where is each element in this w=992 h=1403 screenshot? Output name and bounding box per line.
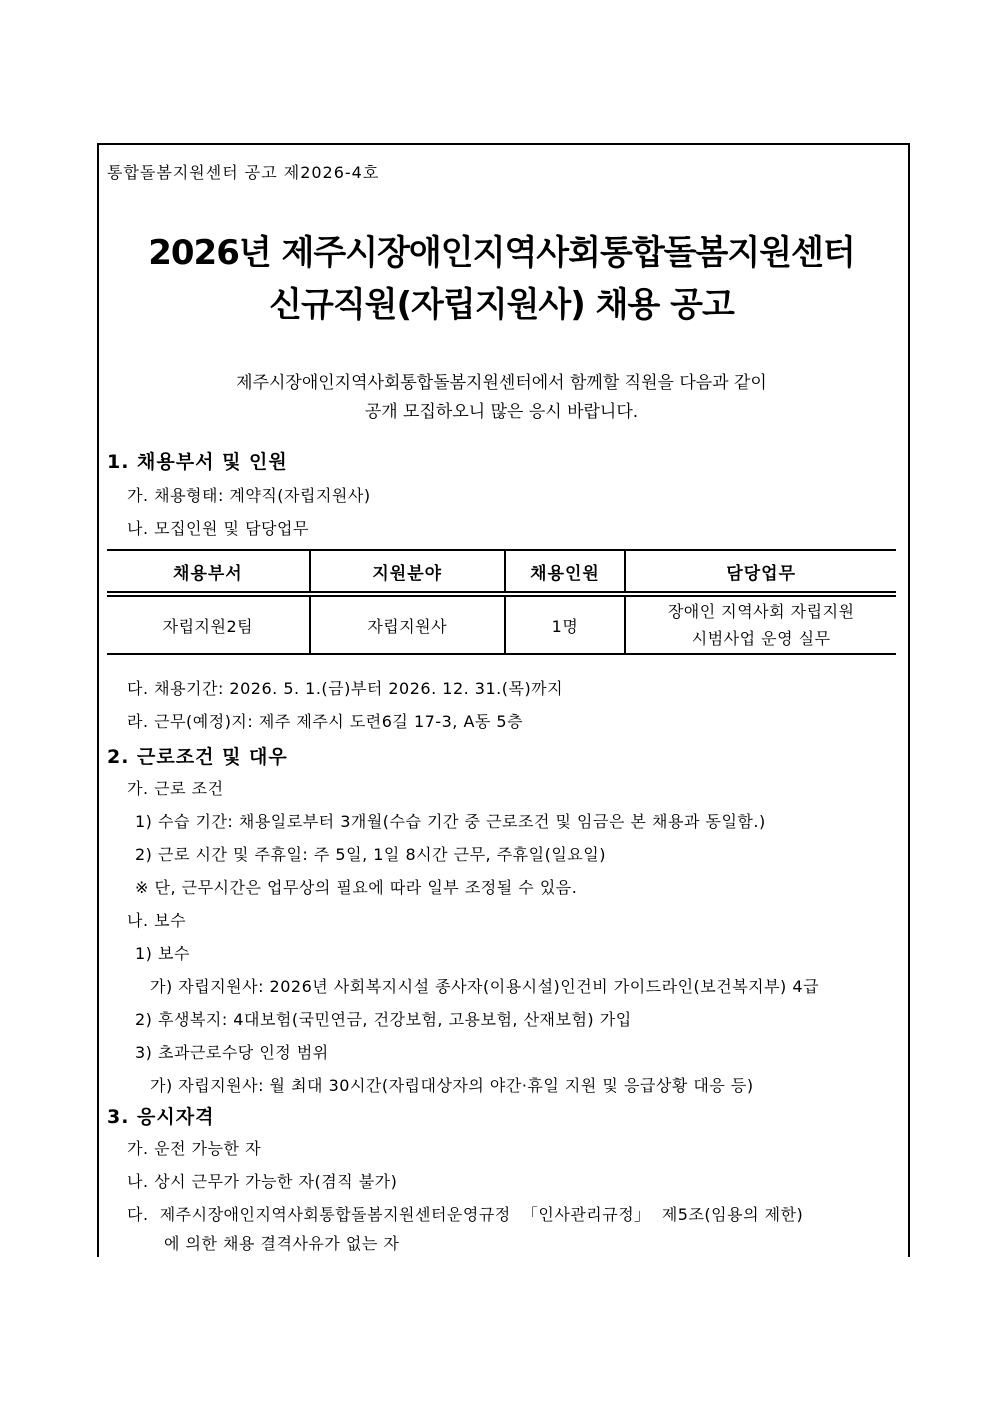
page-title-line-2: 신규직원(자립지원사) 채용 공고 <box>269 285 734 325</box>
section-3-heading: 3. 응시자격 <box>107 1106 215 1128</box>
page-border-box <box>97 143 910 1257</box>
section-2-item-na-3: 3) 초과근로수당 인정 범위 <box>135 1043 329 1062</box>
section-2-item-na: 나. 보수 <box>127 911 187 930</box>
section-1-item-da: 다. 채용기간: 2026. 5. 1.(금)부터 2026. 12. 31.(목)까지 <box>127 679 564 698</box>
table-cell-duty-line-2: 시범사업 운영 실무 <box>691 629 831 648</box>
section-1-heading: 1. 채용부서 및 인원 <box>107 451 288 473</box>
section-2-item-na-1-ga: 가) 자립지원사: 2026년 사회복지시설 종사자(이용시설)인건비 가이드라인(보건복지부) 4급 <box>150 977 820 996</box>
table-header-duty: 담당업무 <box>625 550 896 594</box>
table-header-count: 채용인원 <box>505 550 626 594</box>
section-3-item-ga: 가. 운전 가능한 자 <box>127 1139 262 1158</box>
recruitment-table <box>107 549 896 655</box>
doc-number: 통합돌봄지원센터 공고 제2026-4호 <box>107 163 380 182</box>
section-2-heading: 2. 근로조건 및 대우 <box>107 746 288 768</box>
intro-line-1: 제주시장애인지역사회통합돌봄지원센터에서 함께할 직원을 다음과 같이 <box>236 373 767 393</box>
section-2-item-ga-2: 2) 근로 시간 및 주휴일: 주 5일, 1일 8시간 근무, 주휴일(일요일) <box>135 845 606 864</box>
table-cell-count: 1명 <box>505 594 626 654</box>
table-row <box>107 594 896 654</box>
table-cell-dept: 자립지원2팀 <box>107 594 310 654</box>
table-cell-duty-line-1: 장애인 지역사회 자립지원 <box>667 602 855 621</box>
table-cell-duty <box>625 594 896 654</box>
table-cell-field: 자립지원사 <box>310 594 505 654</box>
table-header-row <box>107 550 896 594</box>
table-header-dept: 채용부서 <box>107 550 310 594</box>
section-2-item-ga: 가. 근로 조건 <box>127 779 224 798</box>
section-3-item-na: 나. 상시 근무가 가능한 자(겸직 불가) <box>127 1172 398 1191</box>
section-2-item-na-1: 1) 보수 <box>135 944 190 963</box>
section-3-item-da-line-1: 다. 제주시장애인지역사회통합돌봄지원센터운영규정 「인사관리규정」 제5조(임용의 제한) <box>127 1205 804 1224</box>
section-2-item-na-2: 2) 후생복지: 4대보험(국민연금, 건강보험, 고용보험, 산재보험) 가입 <box>135 1010 632 1029</box>
section-2-item-ga-1: 1) 수습 기간: 채용일로부터 3개월(수습 기간 중 근로조건 및 임금은 본 채용과 동일함.) <box>135 812 766 831</box>
intro-paragraph <box>107 369 896 427</box>
section-1-item-ra: 라. 근무(예정)지: 제주 제주시 도련6길 17-3, A동 5층 <box>127 712 524 731</box>
page-title <box>107 227 896 331</box>
table-header-field: 지원분야 <box>310 550 505 594</box>
section-3-item-da-line-2: 에 의한 채용 결격사유가 없는 자 <box>164 1234 400 1253</box>
section-1-item-na: 나. 모집인원 및 담당업무 <box>127 519 309 538</box>
page-title-line-1: 2026년 제주시장애인지역사회통합돌봄지원센터 <box>148 233 855 273</box>
section-2-item-na-3-ga: 가) 자립지원사: 월 최대 30시간(자립대상자의 야간·휴일 지원 및 응급상황 대응 등) <box>150 1076 754 1095</box>
section-1-item-ga: 가. 채용형태: 계약직(자립지원사) <box>127 486 371 505</box>
intro-line-2: 공개 모집하오니 많은 응시 바랍니다. <box>364 402 639 422</box>
section-2-item-ga-note: ※ 단, 근무시간은 업무상의 필요에 따라 일부 조정될 수 있음. <box>135 878 578 897</box>
